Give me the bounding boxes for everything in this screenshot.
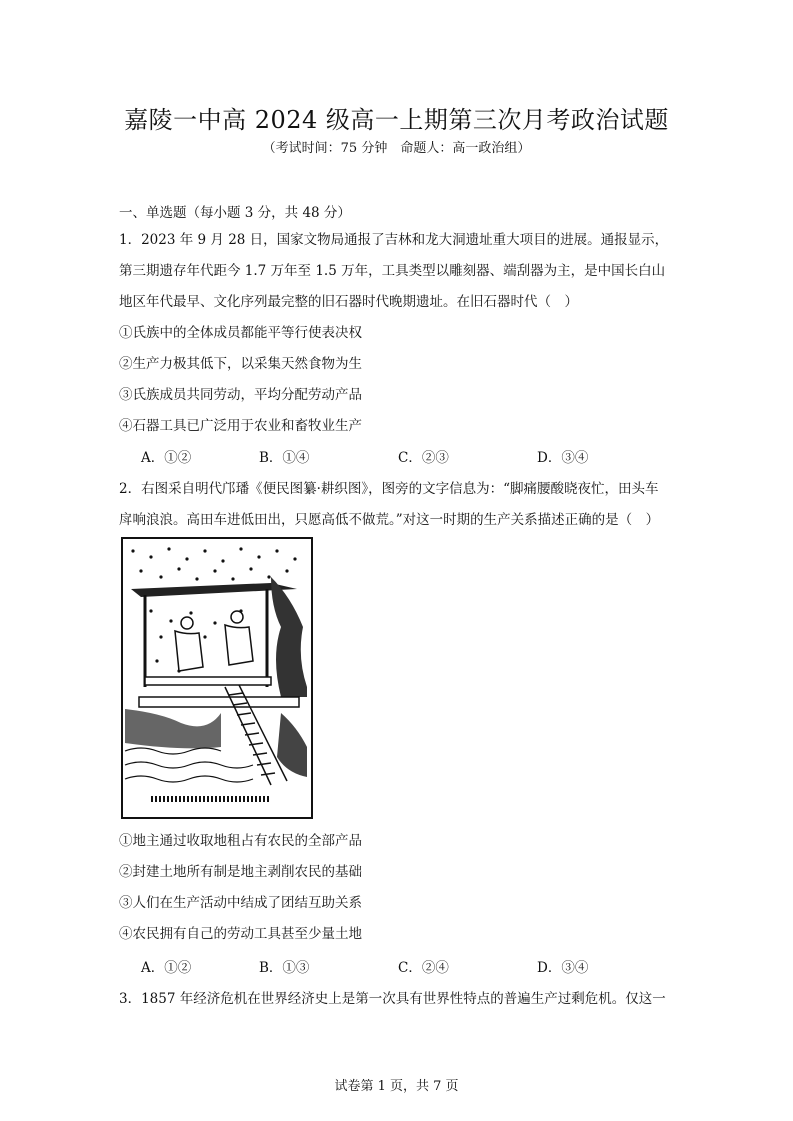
q2-option-1: ①地主通过收取地租占有农民的全部产品	[119, 833, 362, 849]
q1-stem-line-2: 第三期遗存年代距今 1.7 万年至 1.5 万年，工具类型以雕刻器、端刮器为主，是中国长白山	[119, 263, 666, 279]
q1-option-4: ④石器工具已广泛用于农业和畜牧业生产	[119, 418, 362, 434]
q1-answer-c: C．②③	[398, 450, 449, 466]
q1-option-1: ①氏族中的全体成员都能平等行使表决权	[119, 325, 362, 341]
q1-stem-line-1: 1．2023 年 9 月 28 日，国家文物局通报了吉林和龙大洞遗址重大项目的进展。通报显示，	[119, 232, 669, 248]
exam-info: （考试时间：75 分钟 命题人：高一政治组）	[262, 141, 531, 156]
q2-answer-b: B．①③	[259, 960, 310, 976]
section-heading: 一、单选题（每小题 3 分，共 48 分）	[119, 205, 351, 221]
q1-answer-a: A．①②	[141, 450, 192, 466]
q2-answer-c: C．②④	[398, 960, 449, 976]
farming-woodcut-illustration	[121, 537, 313, 819]
page-title: 嘉陵一中高 2024 级高一上期第三次月考政治试题	[124, 106, 669, 134]
q3-stem-line-1: 3．1857 年经济危机在世界经济史上是第一次具有世界性特点的普遍生产过剩危机。仅这一	[119, 991, 666, 1007]
q2-option-2: ②封建土地所有制是地主剥削农民的基础	[119, 864, 362, 880]
q2-option-3: ③人们在生产活动中结成了团结互助关系	[119, 895, 362, 911]
q2-stem-line-2: 戽响浪浪。高田车进低田出，只愿高低不做荒。”对这一时期的生产关系描述正确的是（ ）	[119, 512, 660, 528]
q2-answer-a: A．①②	[141, 960, 192, 976]
q2-stem-line-1: 2．右图采自明代邝璠《便民图纂·耕织图》，图旁的文字信息为：“脚痛腰酸晓夜忙，田头车	[119, 481, 659, 497]
q2-option-4: ④农民拥有自己的劳动工具甚至少量土地	[119, 926, 362, 942]
q1-answer-d: D．③④	[537, 450, 589, 466]
q2-answer-d: D．③④	[537, 960, 589, 976]
q1-option-3: ③氏族成员共同劳动，平均分配劳动产品	[119, 387, 362, 403]
q1-stem-line-3: 地区年代最早、文化序列最完整的旧石器时代晚期遗址。在旧石器时代（ ）	[119, 294, 578, 310]
page-footer: 试卷第 1 页，共 7 页	[334, 1079, 459, 1094]
q1-answer-b: B．①④	[259, 450, 310, 466]
q1-option-2: ②生产力极其低下，以采集天然食物为生	[119, 356, 362, 372]
